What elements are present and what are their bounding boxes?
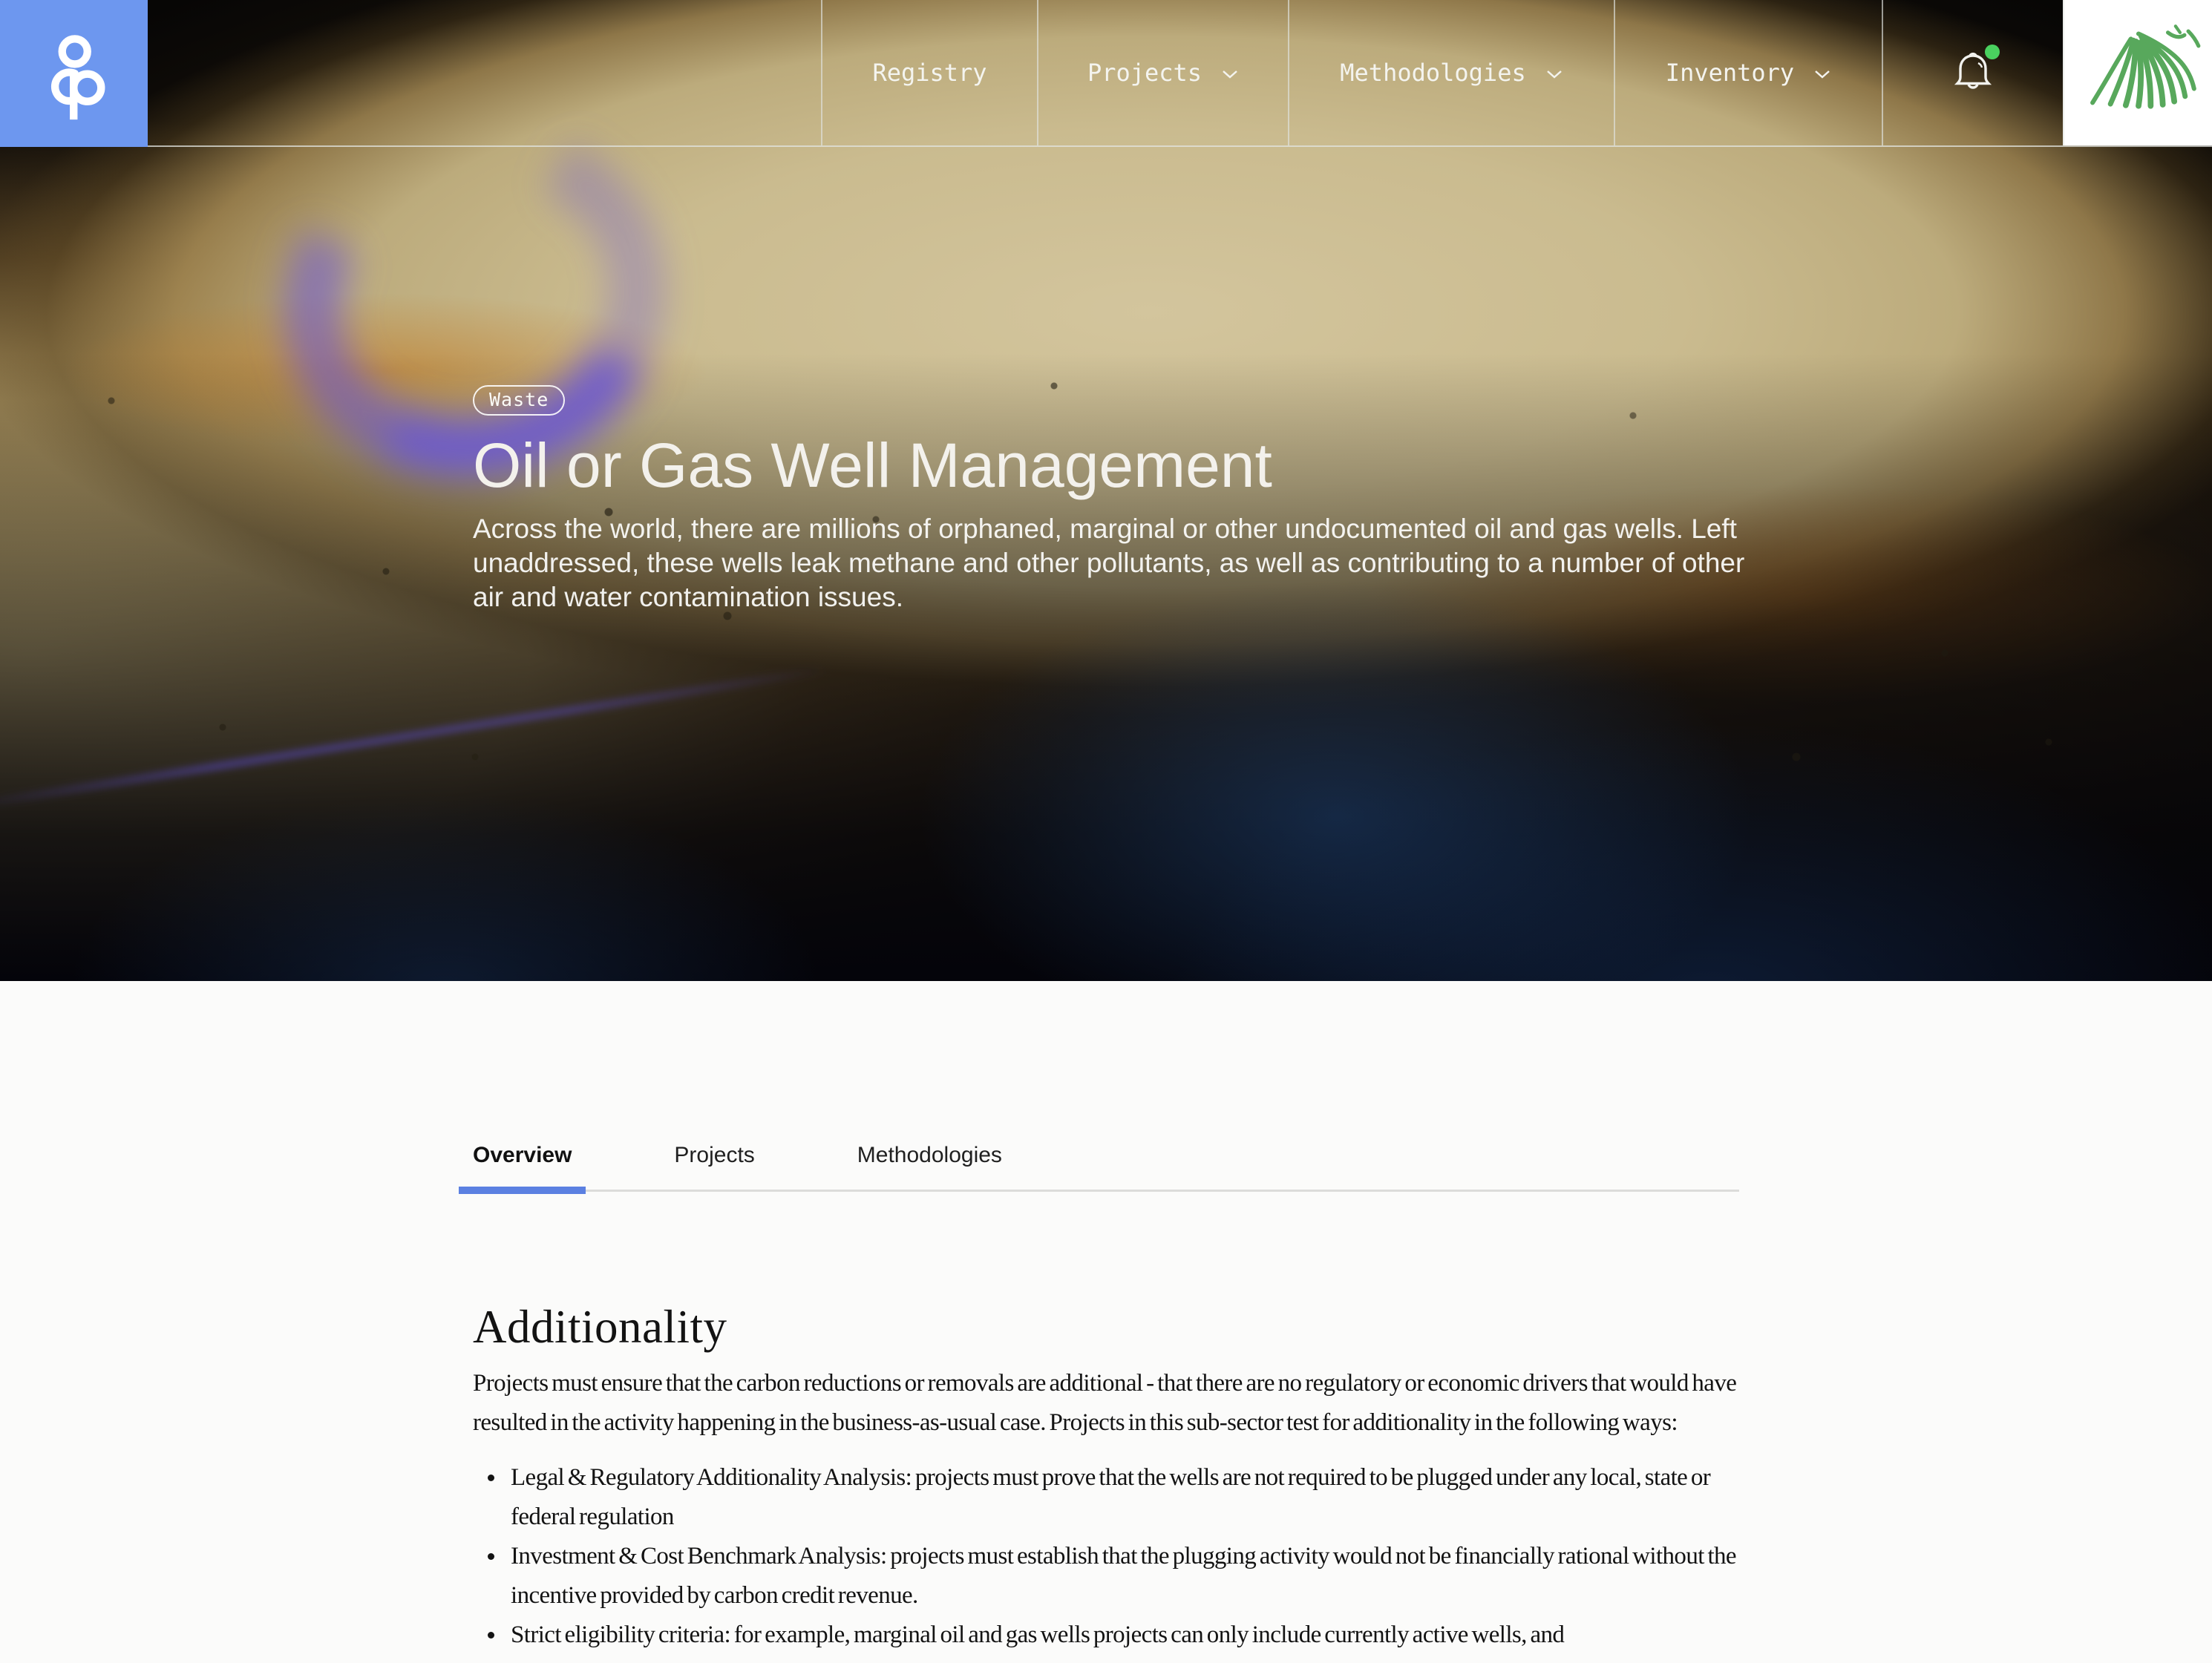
bell-icon xyxy=(1951,49,1995,96)
page-description: Across the world, there are millions of orphaned, marginal or other undocumented oil and gas wells. Left unaddressed, these wells leak methane and other pollutants, as well as contributing to a number of other air and water contamination issues. xyxy=(473,514,1745,612)
chevron-down-icon xyxy=(1545,69,1563,79)
nav-label: Registry xyxy=(872,59,987,87)
chevron-down-icon xyxy=(1813,69,1831,79)
section-intro: Projects must ensure that the carbon reductions or removals are additional - that there are no regulatory or economic drivers that would have resulted in the activity happening in the business-as-usual case. Projects in this sub-sector test for additionality in the following ways: xyxy=(473,1370,1737,1436)
nav-spacer xyxy=(148,0,821,145)
nav-item-projects[interactable] xyxy=(1037,0,1288,145)
notifications-button[interactable] xyxy=(1882,0,2063,145)
list-item: Legal & Regulatory Additionality Analysis: projects must prove that the wells are not required to be plugged under any local, state or federal regulation xyxy=(473,1458,1739,1537)
nav-item-inventory[interactable] xyxy=(1614,0,1882,145)
section-heading: Additionality xyxy=(473,1301,727,1353)
list-item: Investment & Cost Benchmark Analysis: projects must establish that the plugging activity would not be financially rational without the incentive provided by carbon credit revenue. xyxy=(473,1537,1739,1616)
nav-label: Methodologies xyxy=(1340,59,1526,87)
nav-label: Inventory xyxy=(1665,59,1795,87)
additionality-bullet-list xyxy=(473,1458,1739,1655)
field-hill-icon xyxy=(2075,24,2202,121)
content-area xyxy=(0,1141,2212,1655)
tab-projects[interactable]: Projects xyxy=(674,1143,755,1167)
tab-overview[interactable]: Overview xyxy=(459,1141,586,1194)
page-title: Oil or Gas Well Management xyxy=(473,430,1272,500)
tab-methodologies[interactable]: Methodologies xyxy=(857,1143,1002,1167)
content-tabs xyxy=(473,1141,1739,1194)
nav-label: Projects xyxy=(1087,59,1202,87)
chevron-down-icon xyxy=(1221,69,1239,79)
top-navigation-bar xyxy=(0,0,2212,147)
nav-item-methodologies[interactable] xyxy=(1288,0,1614,145)
hero-copy xyxy=(473,385,1779,614)
site-logo[interactable] xyxy=(0,0,148,147)
category-badge: Waste xyxy=(473,385,565,416)
brand-monogram-icon xyxy=(19,19,129,128)
list-item: Strict eligibility criteria: for example, marginal oil and gas wells projects can only include currently active wells, and xyxy=(473,1616,1739,1655)
notification-dot xyxy=(1984,44,2000,60)
nav-item-registry[interactable] xyxy=(821,0,1037,145)
partner-logo[interactable] xyxy=(2063,0,2212,145)
hero-indigo-streak xyxy=(0,666,827,810)
